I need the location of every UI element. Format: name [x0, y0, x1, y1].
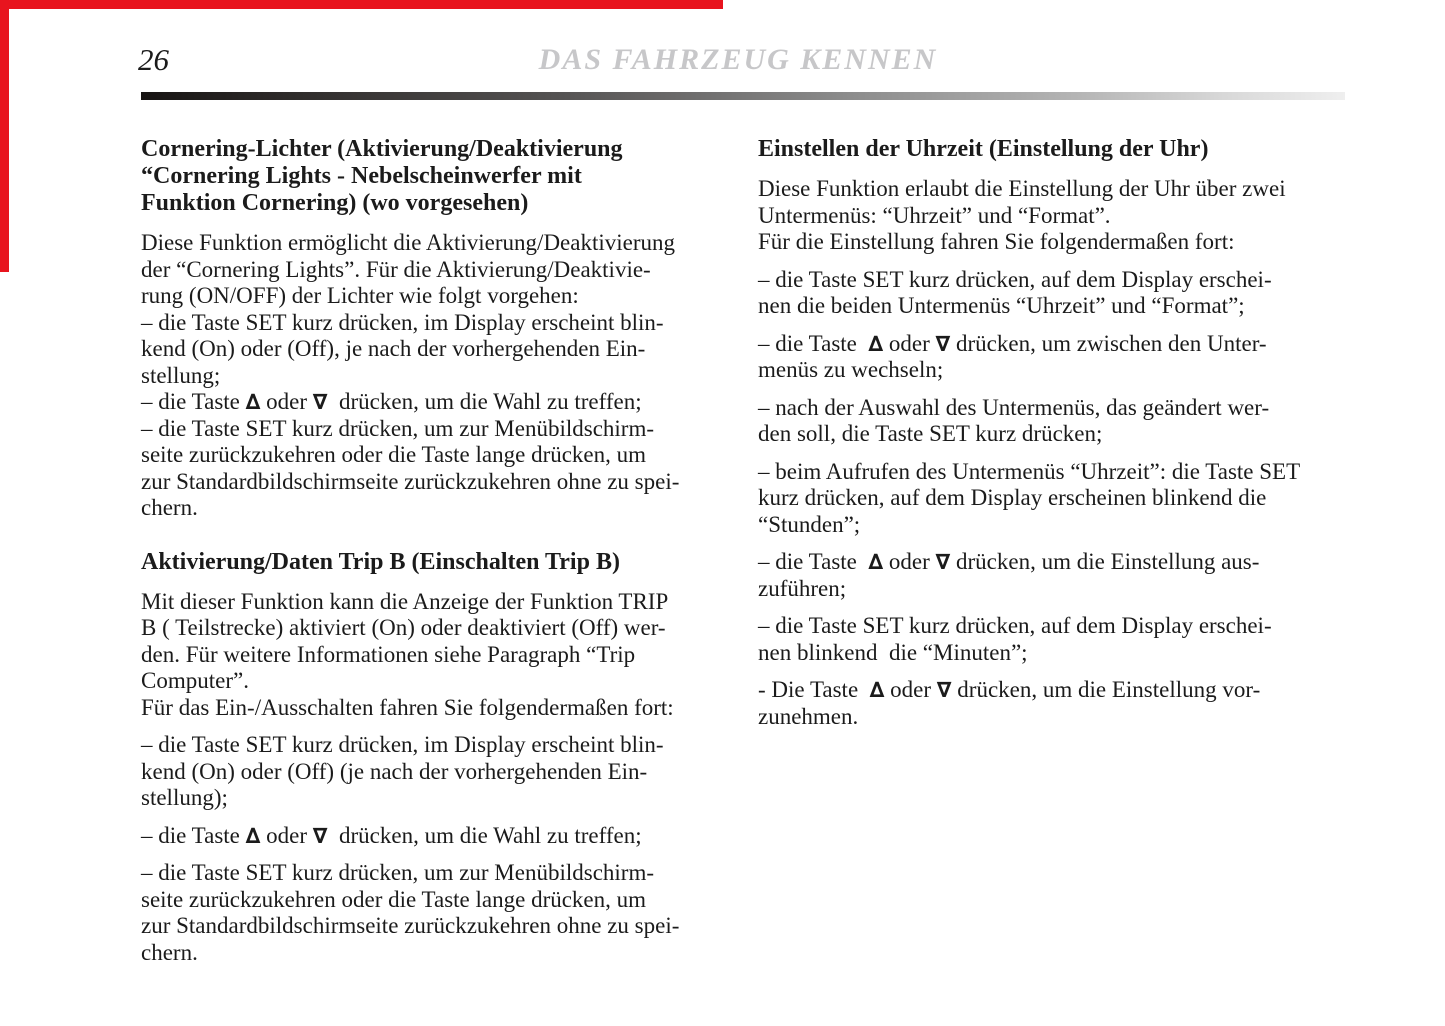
right-column: [758, 136, 1352, 730]
left-column: [141, 136, 757, 966]
section-trip-b: [141, 549, 757, 967]
list-item: – die Taste ∆ oder ∇ drücken, um die Einstellung aus- zuführen;: [758, 549, 1260, 601]
list-item: – die Taste SET kurz drücken, auf dem Display erschei- nen blinkend die “Minuten”;: [758, 613, 1272, 665]
list-item: – die Taste SET kurz drücken, auf dem Display erschei- nen die beiden Untermenüs “Uhrzeit” und “Format”;: [758, 266, 1272, 318]
triangle-up-button-icon: ∆: [868, 549, 884, 574]
section-clock-setting: [758, 136, 1352, 730]
page-header-title: DAS FAHRZEUG KENNEN: [538, 43, 938, 76]
section-cornering-lights: [141, 136, 757, 522]
section-heading: Cornering-Lichter (Aktivierung/Deaktivierung “Cornering Lights - Nebelscheinwerfer mit Funktion Cornering) (wo vorgesehen): [141, 136, 623, 216]
triangle-down-button-icon: ∇: [312, 822, 328, 848]
page-number: 26: [138, 42, 169, 77]
list-item: – die Taste SET kurz drücken, um zur Menübildschirm- seite zurückzukehren oder die Taste lange drücken, um zur Standardbildschirmseite zurückzukehren ohne zu spei- chern.: [141, 860, 680, 965]
list-item: - Die Taste ∆ oder ∇ drücken, um die Einstellung vor- zunehmen.: [758, 677, 1261, 729]
triangle-up-button-icon: ∆: [868, 330, 884, 356]
triangle-down-button-icon: ∇: [935, 330, 951, 356]
section-heading: Aktivierung/Daten Trip B (Einschalten Trip B): [141, 548, 620, 575]
paragraph: Diese Funktion ermöglicht die Aktivierung/Deaktivierung der “Cornering Lights”. Für die Aktivierung/Deaktivie- rung (ON/OFF) der Lichter wie folgt vorgehen: – die Taste SET kurz drücken, im Display erscheint blin- kend (On) oder (Off), je nach der vorhergehenden Ein- stellung; – die Taste ∆ oder ∇ drücken, um die Wahl zu treffen; – die Taste SET kurz drücken, um zur Menübildschirm- seite zurückzukehren oder die Taste lange drücken, um zur Standardbildschirmseite zurückzukehren ohne zu spei- chern.: [141, 230, 680, 520]
triangle-up-button-icon: ∆: [245, 822, 261, 848]
list-item: – die Taste ∆ oder ∇ drücken, um die Wahl zu treffen;: [141, 822, 642, 848]
triangle-down-button-icon: ∇: [312, 389, 328, 414]
triangle-down-button-icon: ∇: [935, 549, 951, 574]
paragraph: Mit dieser Funktion kann die Anzeige der Funktion TRIP B ( Teilstrecke) aktiviert (On) oder deaktiviert (Off) wer- den. Für weitere Informationen siehe Paragraph “Trip Computer”. Für das Ein-/Ausschalten fahren Sie folgendermaßen fort:: [141, 588, 674, 720]
section-heading: Einstellen der Uhrzeit (Einstellung der Uhr): [758, 136, 1209, 162]
header-divider-bar: [141, 92, 1345, 100]
list-item: – die Taste SET kurz drücken, im Display erscheint blin- kend (On) oder (Off) (je nach der vorhergehenden Ein- stellung);: [141, 732, 664, 810]
list-item: – beim Aufrufen des Untermenüs “Uhrzeit”: die Taste SET kurz drücken, auf dem Display erscheinen blinkend die “Stunden”;: [758, 458, 1301, 537]
red-border-top: [0, 0, 723, 9]
list-item: – die Taste ∆ oder ∇ drücken, um zwischen den Unter- menüs zu wechseln;: [758, 330, 1267, 382]
list-item: – nach der Auswahl des Untermenüs, das geändert wer- den soll, die Taste SET kurz drücken;: [758, 394, 1270, 446]
paragraph: Diese Funktion erlaubt die Einstellung der Uhr über zwei Untermenüs: “Uhrzeit” und “Format”. Für die Einstellung fahren Sie folgendermaßen fort:: [758, 176, 1286, 254]
red-border-left: [0, 0, 9, 272]
triangle-down-button-icon: ∇: [936, 677, 952, 702]
triangle-up-button-icon: ∆: [245, 389, 261, 414]
triangle-up-button-icon: ∆: [869, 677, 885, 702]
